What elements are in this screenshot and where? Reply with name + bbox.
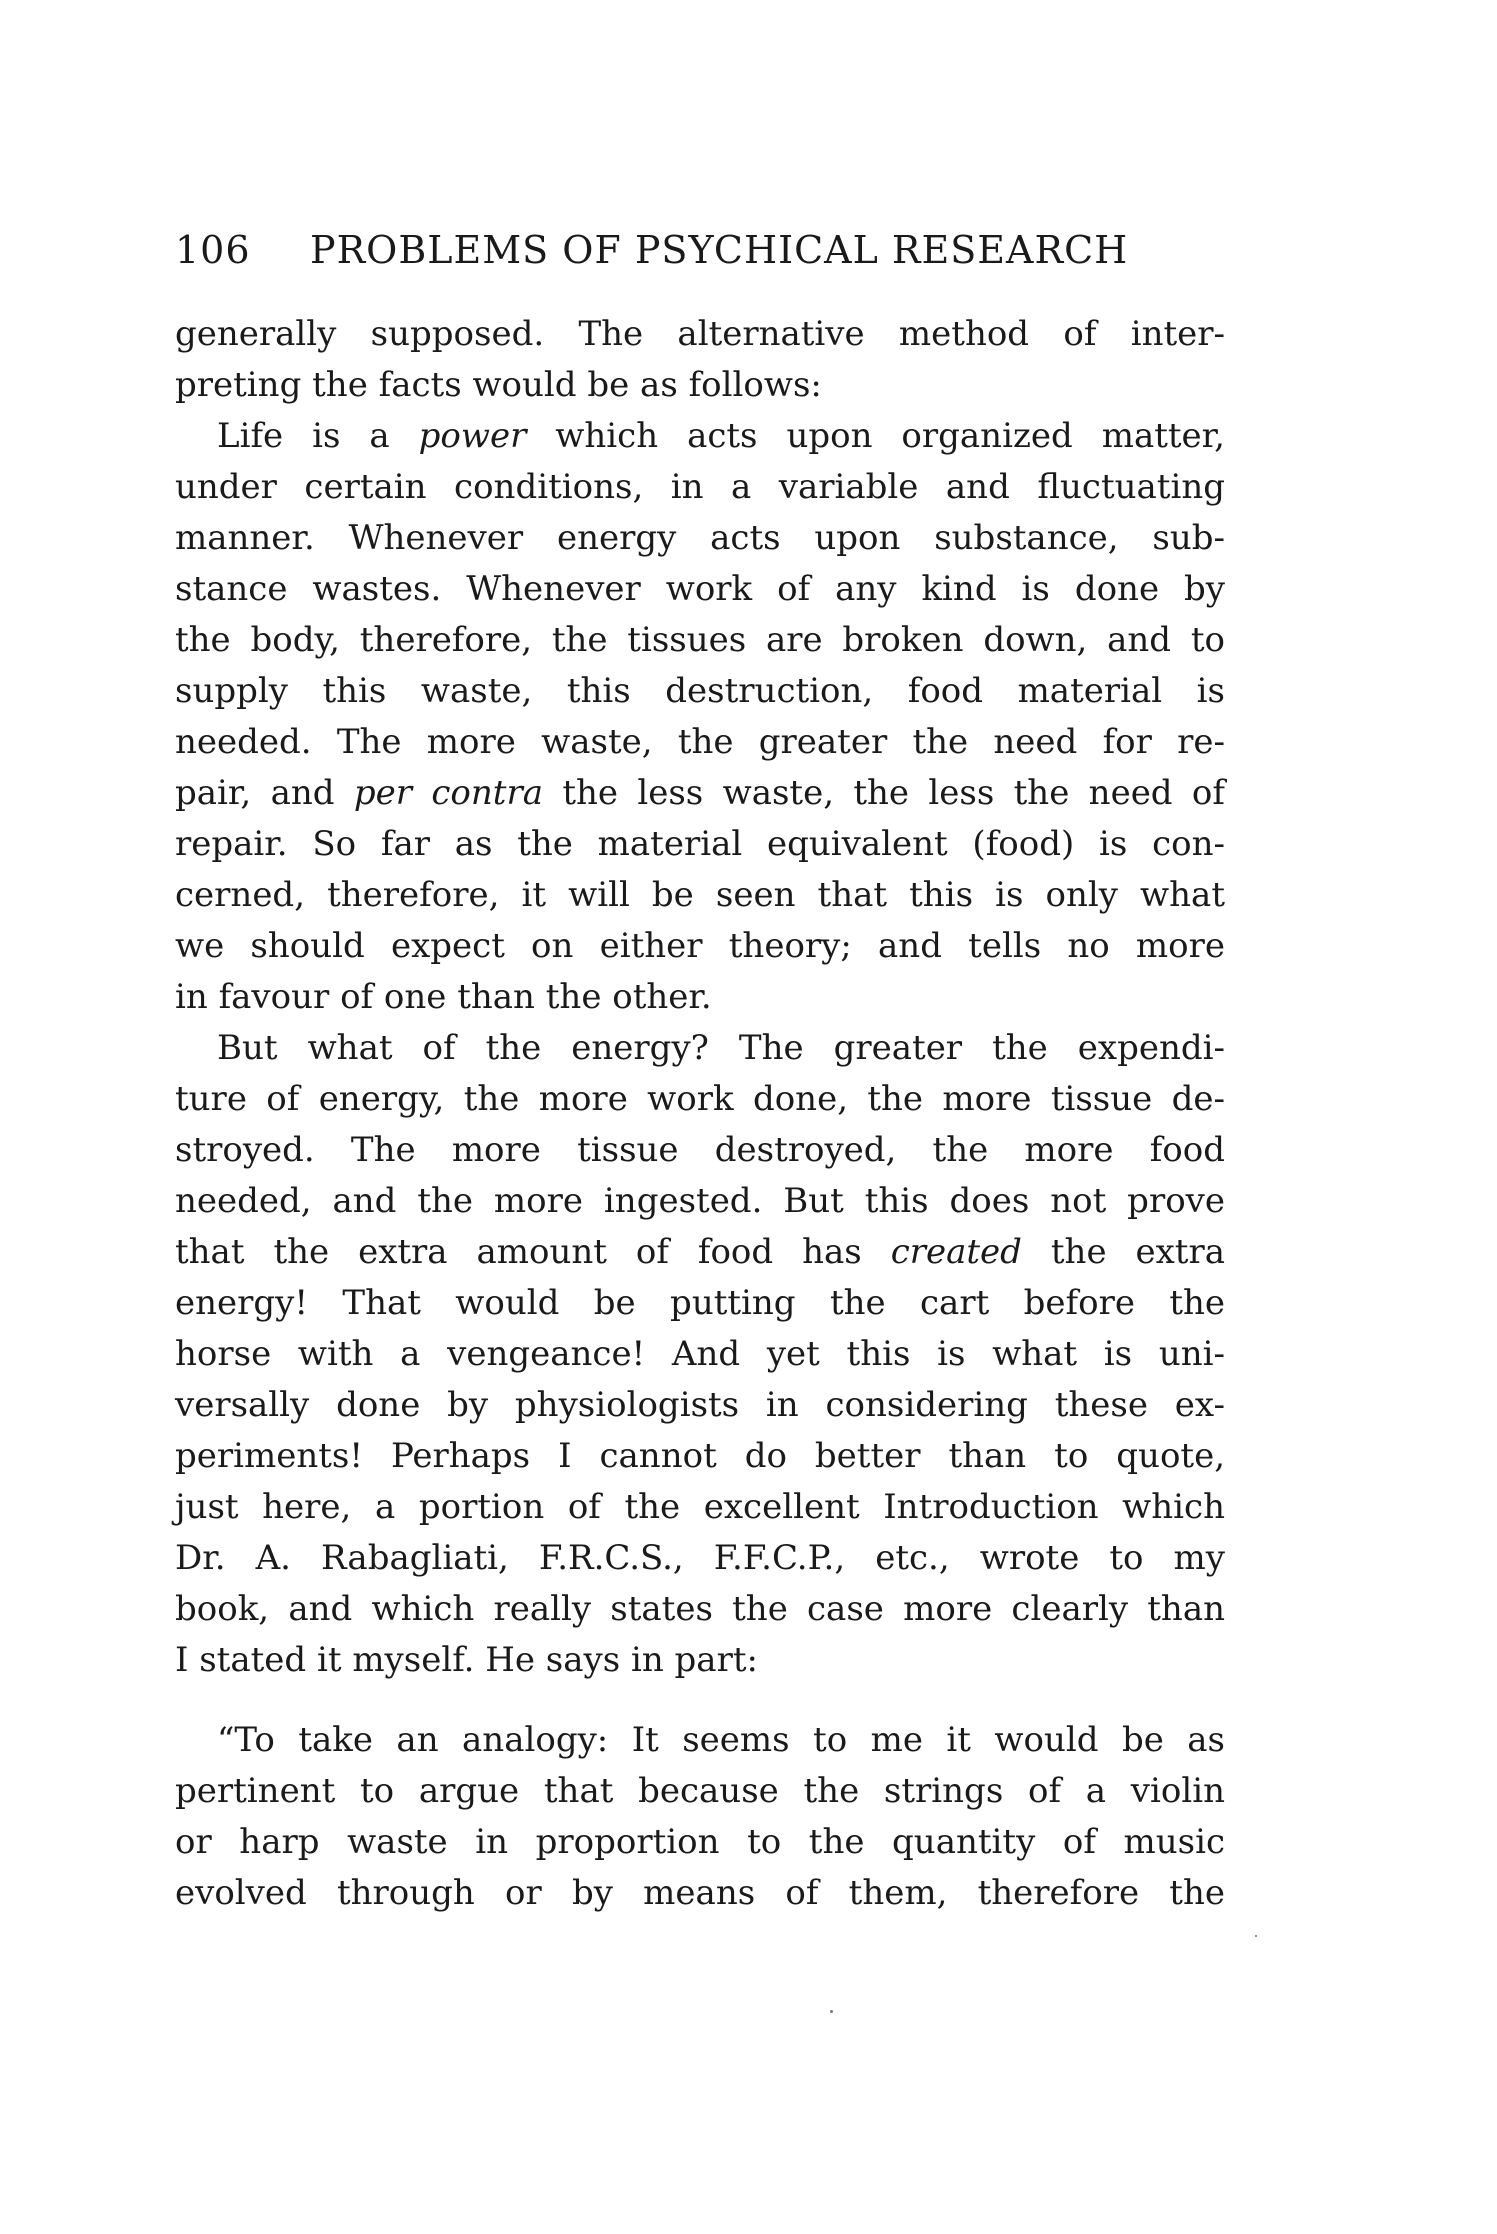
quote-line: pertinent to argue that because the strings of a violin [175, 1771, 1225, 1811]
body-line: stance wastes. Whenever work of any kind is done by [175, 569, 1225, 609]
body-line: manner. Whenever energy acts upon substance, sub- [175, 518, 1225, 558]
scan-speck [1255, 1935, 1257, 1937]
body-line: that the extra amount of food has created the extra [175, 1232, 1225, 1272]
quote-line: “To take an analogy: It seems to me it would be as [217, 1720, 1225, 1760]
page-header [175, 228, 1225, 278]
body-line: But what of the energy? The greater the expendi- [217, 1028, 1225, 1068]
italic-per-contra: per contra [353, 773, 543, 813]
italic-power: power [418, 416, 527, 456]
body-line: I stated it myself. He says in part: [175, 1640, 758, 1680]
body-line: preting the facts would be as follows: [175, 365, 822, 405]
body-line: needed. The more waste, the greater the need for re- [175, 722, 1225, 762]
body-line: energy! That would be putting the cart before the [175, 1283, 1225, 1323]
body-line: horse with a vengeance! And yet this is what is uni- [175, 1334, 1225, 1374]
body-line: under certain conditions, in a variable and fluctuating [175, 467, 1225, 507]
body-line: Life is a power which acts upon organized matter, [217, 416, 1225, 456]
italic-created: created [890, 1232, 1022, 1272]
body-line: we should expect on either theory; and tells no more [175, 926, 1225, 966]
scan-speck [830, 2010, 833, 2013]
body-line: pair, and per contra the less waste, the less the need of [175, 773, 1225, 813]
running-head: PROBLEMS OF PSYCHICAL RESEARCH [310, 228, 1129, 272]
body-line: just here, a portion of the excellent Introduction which [175, 1487, 1225, 1527]
page-number: 106 [175, 228, 251, 272]
quote-line: evolved through or by means of them, therefore the [175, 1873, 1225, 1913]
body-line: repair. So far as the material equivalent (food) is con- [175, 824, 1225, 864]
body-line: Dr. A. Rabagliati, F.R.C.S., F.F.C.P., etc., wrote to my [175, 1538, 1225, 1578]
body-line: book, and which really states the case more clearly than [175, 1589, 1225, 1629]
body-line: stroyed. The more tissue destroyed, the more food [175, 1130, 1225, 1170]
body-line: ture of energy, the more work done, the more tissue de- [175, 1079, 1225, 1119]
body-line: supply this waste, this destruction, food material is [175, 671, 1225, 711]
body-line: in favour of one than the other. [175, 977, 712, 1017]
body-line: generally supposed. The alternative method of inter- [175, 314, 1225, 354]
body-line: the body, therefore, the tissues are broken down, and to [175, 620, 1225, 660]
body-line: versally done by physiologists in considering these ex- [175, 1385, 1225, 1425]
quote-line: or harp waste in proportion to the quantity of music [175, 1822, 1225, 1862]
body-line: cerned, therefore, it will be seen that this is only what [175, 875, 1225, 915]
body-line: needed, and the more ingested. But this does not prove [175, 1181, 1225, 1221]
body-line: periments! Perhaps I cannot do better than to quote, [175, 1436, 1225, 1476]
